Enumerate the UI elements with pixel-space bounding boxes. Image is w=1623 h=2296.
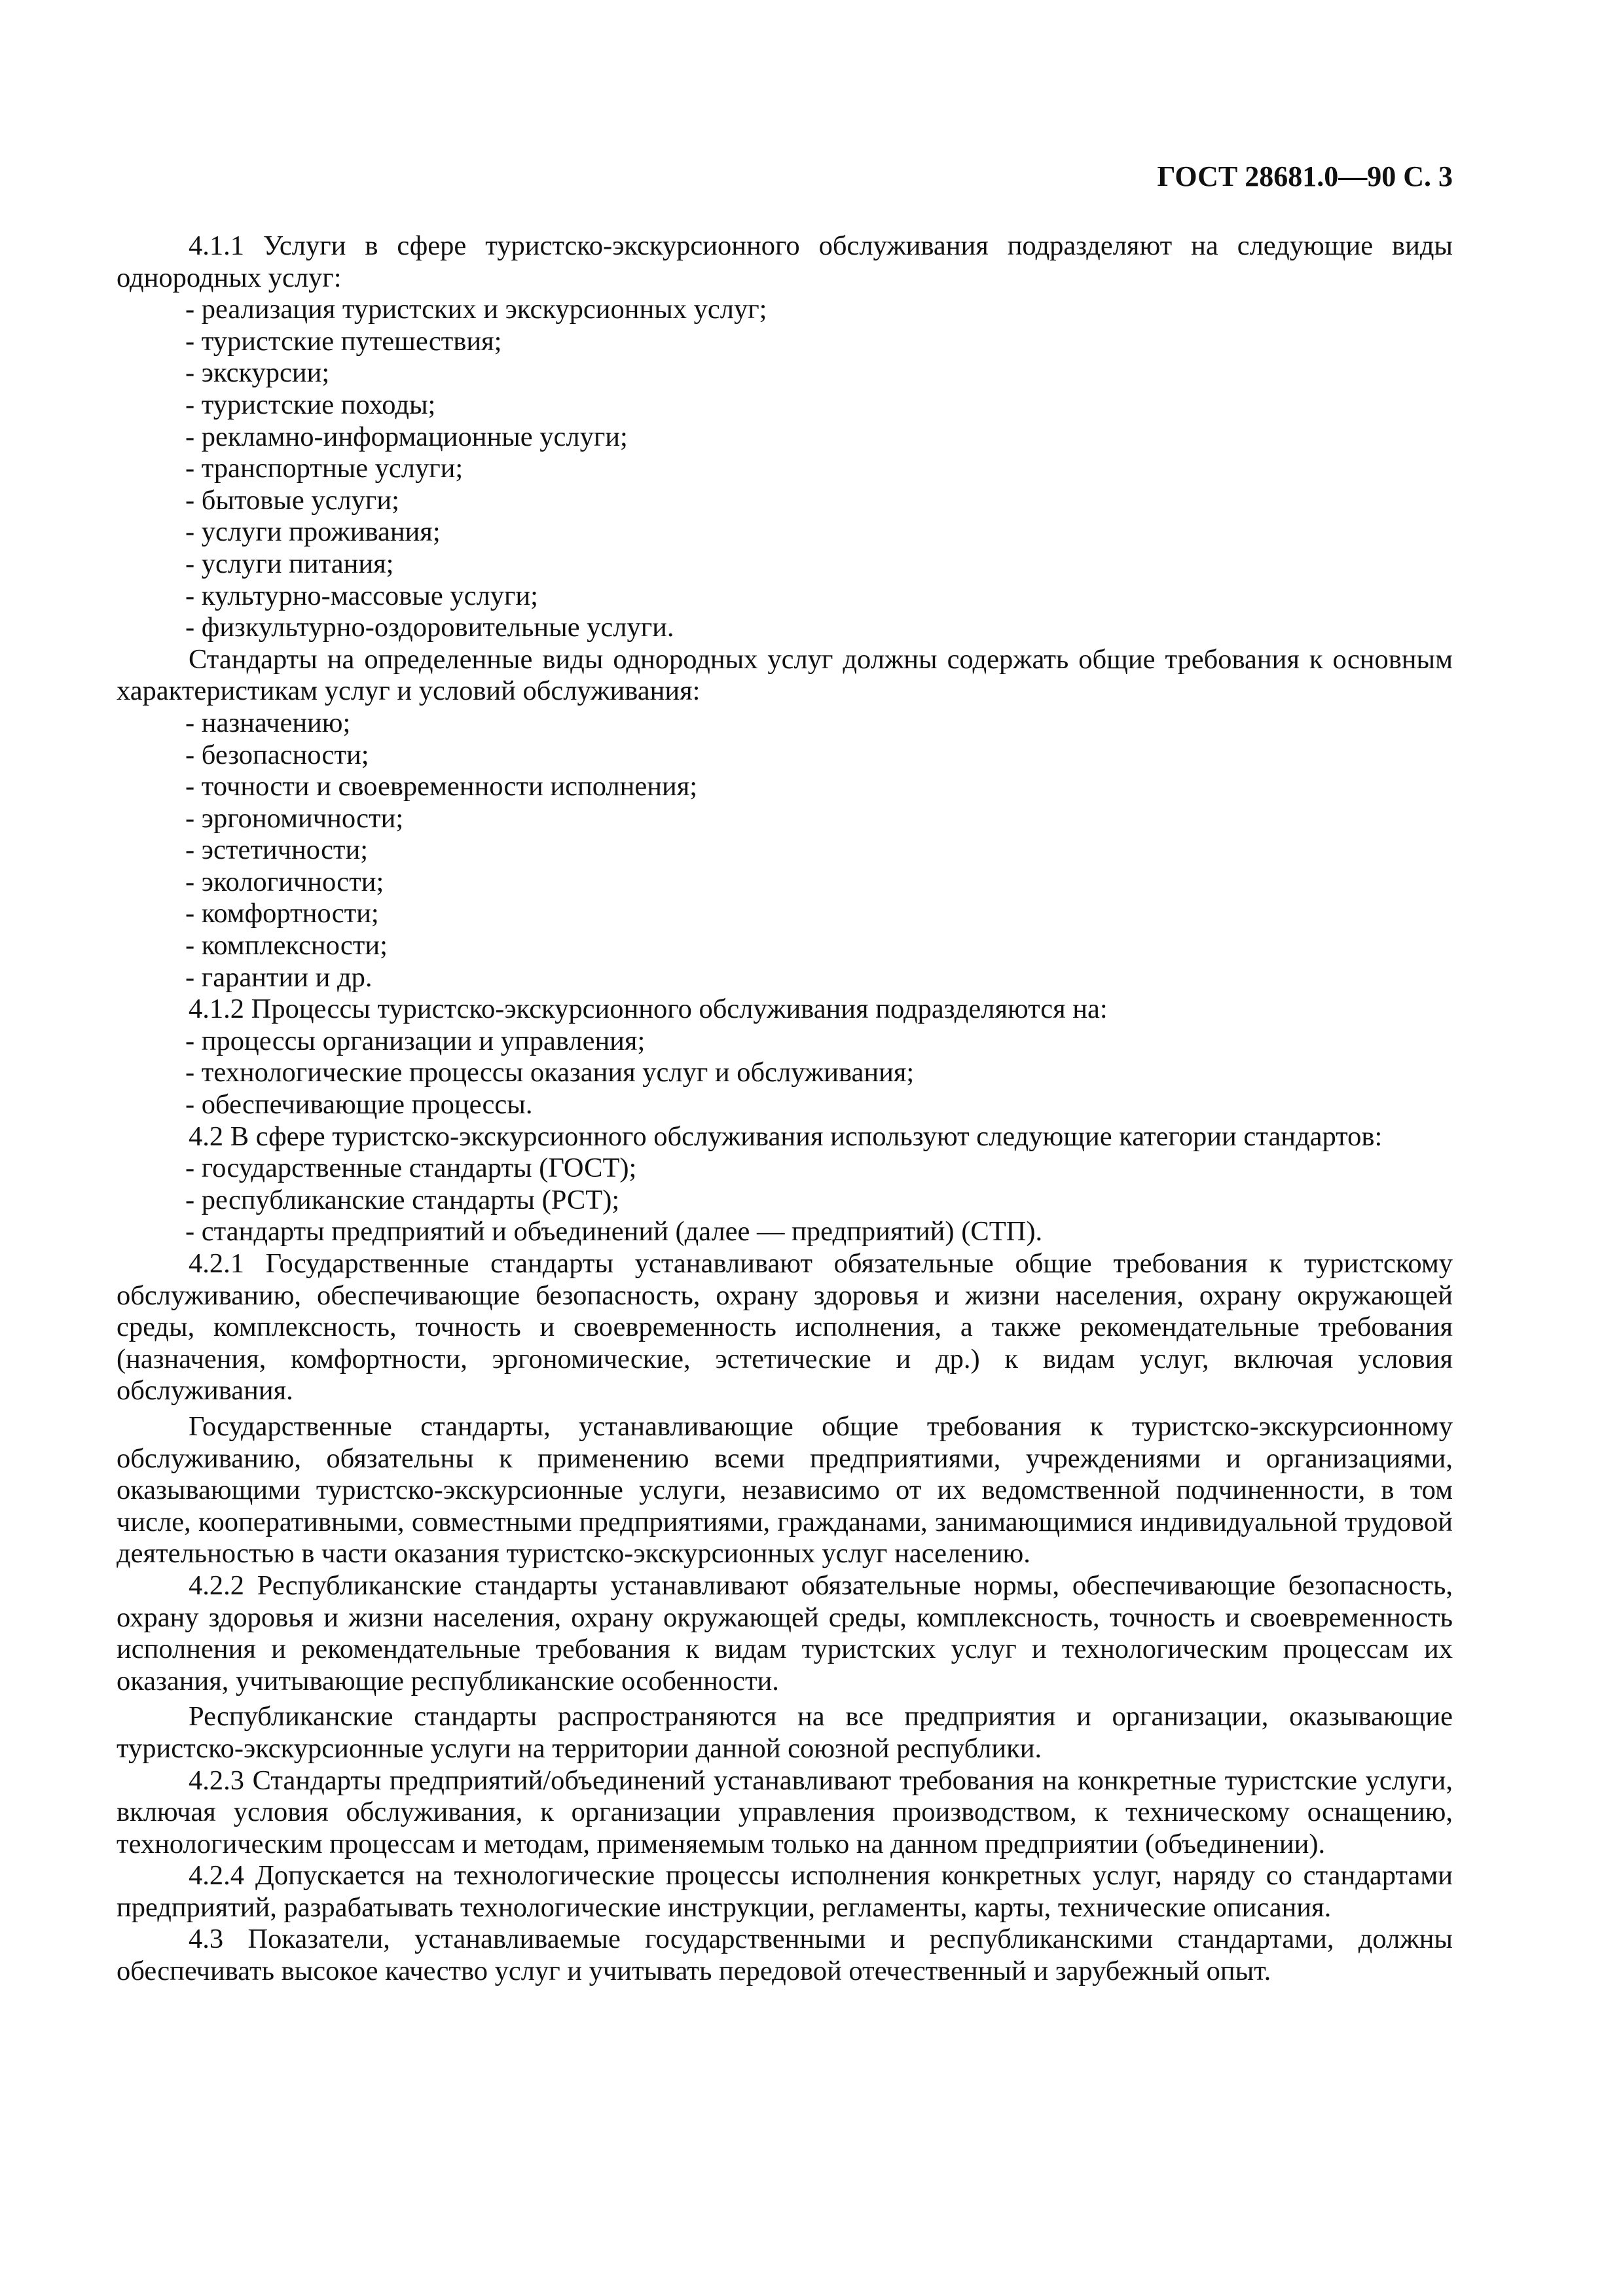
list-item: - комплексности; xyxy=(185,930,388,961)
paragraph-republic-standards: Республиканские стандарты распространяются на все предприятия и организации, оказывающие туристско-экскурсионные услуги на территории данной союзной республики. xyxy=(117,1701,1453,1764)
list-item: - экологичности; xyxy=(185,866,384,897)
list-item: - стандарты предприятий и объединений (далее — предприятий) (СТП). xyxy=(185,1216,1043,1247)
list-item: - экскурсии; xyxy=(185,357,330,389)
list-item: - безопасности; xyxy=(185,739,369,770)
list-item: - технологические процессы оказания услуг и обслуживания; xyxy=(185,1057,915,1088)
paragraph-4-2-2: 4.2.2 Республиканские стандарты устанавливают обязательные нормы, обеспечивающие безопасность, охрану здоровья и жизни населения, охрану окружающей среды, комплексность, точность и своевременность исполнения и рекомендательные требования к видам туристских услуг и технологическим процессам их оказания, учитывающие республиканские особенности. xyxy=(117,1570,1453,1696)
list-item: - рекламно-информационные услуги; xyxy=(185,421,628,452)
list-item: - бытовые услуги; xyxy=(185,484,399,516)
list-item: - обеспечивающие процессы. xyxy=(185,1089,533,1121)
list-item: - назначению; xyxy=(185,707,351,738)
list-item: - точности и своевременности исполнения; xyxy=(185,771,698,802)
list-standard-categories xyxy=(117,1153,1453,1248)
list-item: - туристские походы; xyxy=(185,389,436,420)
list-item: - культурно-массовые услуги; xyxy=(185,580,538,611)
list-item: - процессы организации и управления; xyxy=(185,1025,646,1056)
list-item: - реализация туристских и экскурсионных услуг; xyxy=(185,294,767,325)
paragraph-4-2-4: 4.2.4 Допускается на технологические процессы исполнения конкретных услуг, наряду со стандартами предприятий, разрабатывать технологические инструкции, регламенты, карты, технические описания. xyxy=(117,1860,1453,1923)
document-body xyxy=(117,230,1453,1988)
list-item: - транспортные услуги; xyxy=(185,453,464,484)
list-item: - гарантии и др. xyxy=(185,961,373,993)
running-header: ГОСТ 28681.0—90 С. 3 xyxy=(1157,160,1453,192)
list-item: - услуги проживания; xyxy=(185,516,441,548)
list-item: - туристские путешествия; xyxy=(185,325,502,357)
paragraph-4-2-3: 4.2.3 Стандарты предприятий/объединений устанавливают требования на конкретные туристские услуги, включая условия обслуживания, к организации управления производством, к техническому оснащению, технологическим процессам и методам, применяемым только на данном предприятии (объединении). xyxy=(117,1765,1453,1859)
paragraph-4-1-2: 4.1.2 Процессы туристско-экскурсионного обслуживания подразделяются на: xyxy=(189,994,1108,1025)
list-item: - услуги питания; xyxy=(185,548,394,579)
list-item: - государственные стандарты (ГОСТ); xyxy=(185,1153,637,1184)
list-service-types xyxy=(117,294,1453,644)
paragraph-state-standards: Государственные стандарты, устанавливающие общие требования к туристско-экскурсионному обслуживанию, обязательны к применению всеми предприятиями, учреждениями и организациями, оказывающими туристско-экскурсионные услуги, независимо от их ведомственной подчиненности, в том числе, кооперативными, совместными предприятиями, гражданами, занимающимися индивидуальной трудовой деятельностью в части оказания туристско-экскурсионных услуг населению. xyxy=(117,1410,1453,1570)
list-item: - физкультурно-оздоровительные услуги. xyxy=(185,612,674,643)
paragraph-4-2-1: 4.2.1 Государственные стандарты устанавливают обязательные общие требования к туристскому обслуживанию, обеспечивающие безопасность, охрану здоровья и жизни населения, охрану окружающей среды, комплексность, точность и своевременность исполнения, а также рекомендательные требования (назначения, комфортности, эргономические, эстетические и др.) к видам услуг, включая условия обслуживания. xyxy=(117,1248,1453,1407)
list-item: - эргономичности; xyxy=(185,802,404,834)
paragraph-4-3: 4.3 Показатели, устанавливаемые государственными и республиканскими стандартами, должны обеспечивать высокое качество услуг и учитывать передовой отечественный и зарубежный опыт. xyxy=(117,1924,1453,1987)
paragraph-4-2: 4.2 В сфере туристско-экскурсионного обслуживания используют следующие категории стандартов: xyxy=(189,1121,1383,1152)
list-item: - комфортности; xyxy=(185,898,379,929)
list-item: - эстетичности; xyxy=(185,834,369,866)
list-processes xyxy=(117,1026,1453,1121)
paragraph-standards-requirements: Стандарты на определенные виды однородных услуг должны содержать общие требования к основным характеристикам услуг и условий обслуживания: xyxy=(117,643,1453,707)
paragraph-4-1-1: 4.1.1 Услуги в сфере туристско-экскурсионного обслуживания подразделяют на следующие виды однородных услуг: xyxy=(117,230,1453,293)
list-item: - республиканские стандарты (РСТ); xyxy=(185,1184,620,1215)
list-characteristics xyxy=(117,708,1453,994)
